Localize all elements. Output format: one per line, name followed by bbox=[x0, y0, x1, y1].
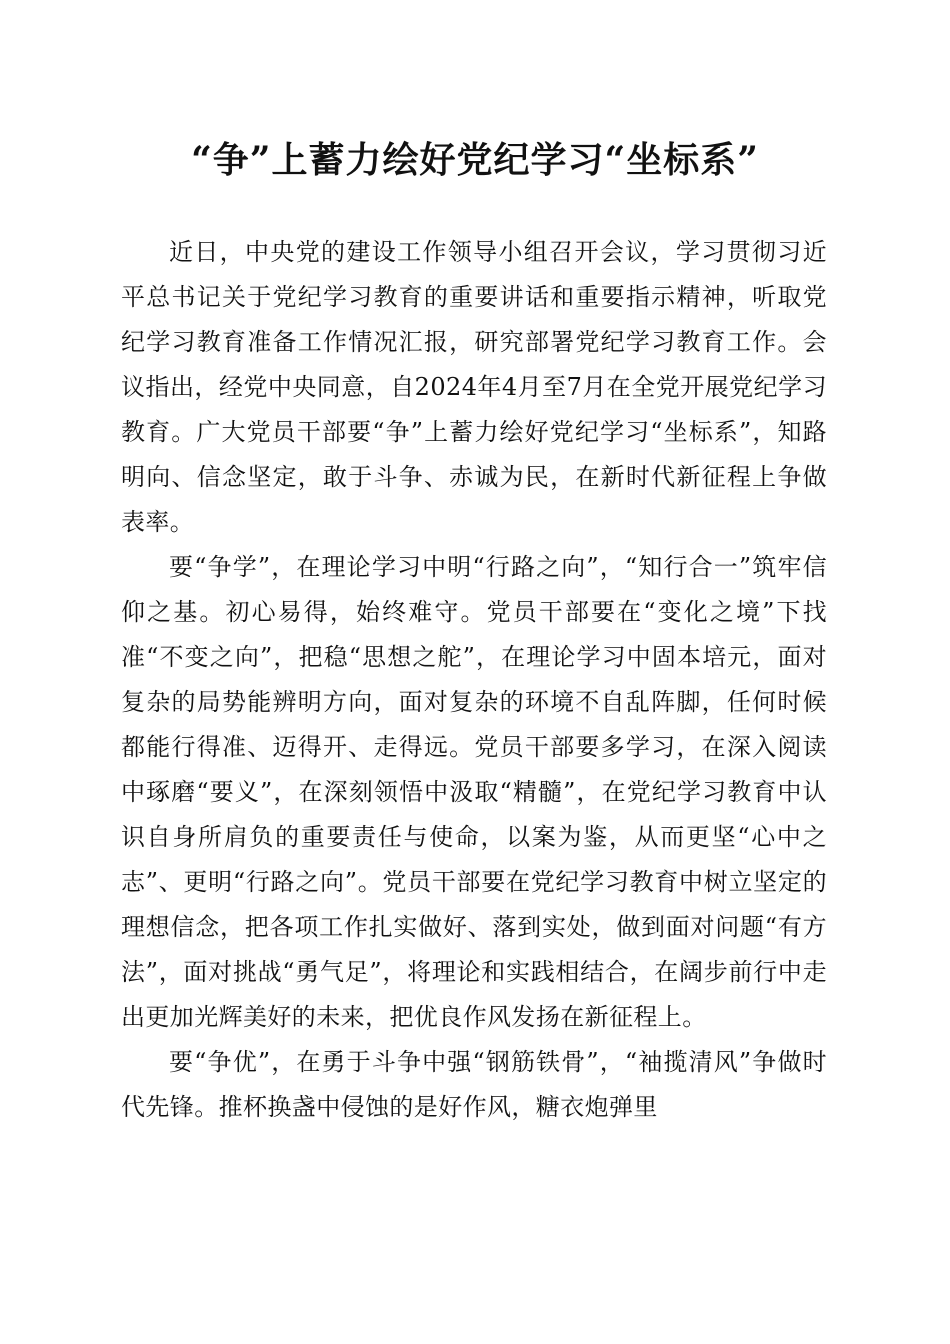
document-body bbox=[121, 230, 827, 1130]
paragraph-zhengxue: 要“争学”，在理论学习中明“行路之向”，“知行合一”筑牢信仰之基。初心易得，始终难守。党员干部要在“变化之境”下找准“不变之向”，把稳“思想之舵”，在理论学习中固本培元，面对复杂的局势能辨明方向，面对复杂的环境不自乱阵脚，任何时候都能行得准、迈得开、走得远。党员干部要多学习，在深入阅读中琢磨“要义”，在深刻领悟中汲取“精髓”，在党纪学习教育中认识自身所肩负的重要责任与使命，以案为鉴，从而更坚“心中之志”、更明“行路之向”。党员干部要在党纪学习教育中树立坚定的理想信念，把各项工作扎实做好、落到实处，做到面对问题“有方法”，面对挑战“勇气足”，将理论和实践相结合，在阔步前行中走出更加光辉美好的未来，把优良作风发扬在新征程上。 bbox=[121, 553, 827, 1031]
paragraph-intro: 近日，中央党的建设工作领导小组召开会议，学习贯彻习近平总书记关于党纪学习教育的重要讲话和重要指示精神，听取党纪学习教育准备工作情况汇报，研究部署党纪学习教育工作。会议指出，经党中央同意，自2024年4月至7月在全党开展党纪学习教育。广大党员干部要“争”上蓄力绘好党纪学习“坐标系”，知路明向、信念坚定，敢于斗争、赤诚为民，在新时代新征程上争做表率。 bbox=[121, 238, 827, 536]
document-title: “争”上蓄力绘好党纪学习“坐标系” bbox=[191, 139, 759, 181]
paragraph-zhengyou: 要“争优”，在勇于斗争中强“钢筋铁骨”，“袖揽清风”争做时代先锋。推杯换盏中侵蚀的是好作风，糖衣炮弹里 bbox=[121, 1048, 827, 1121]
